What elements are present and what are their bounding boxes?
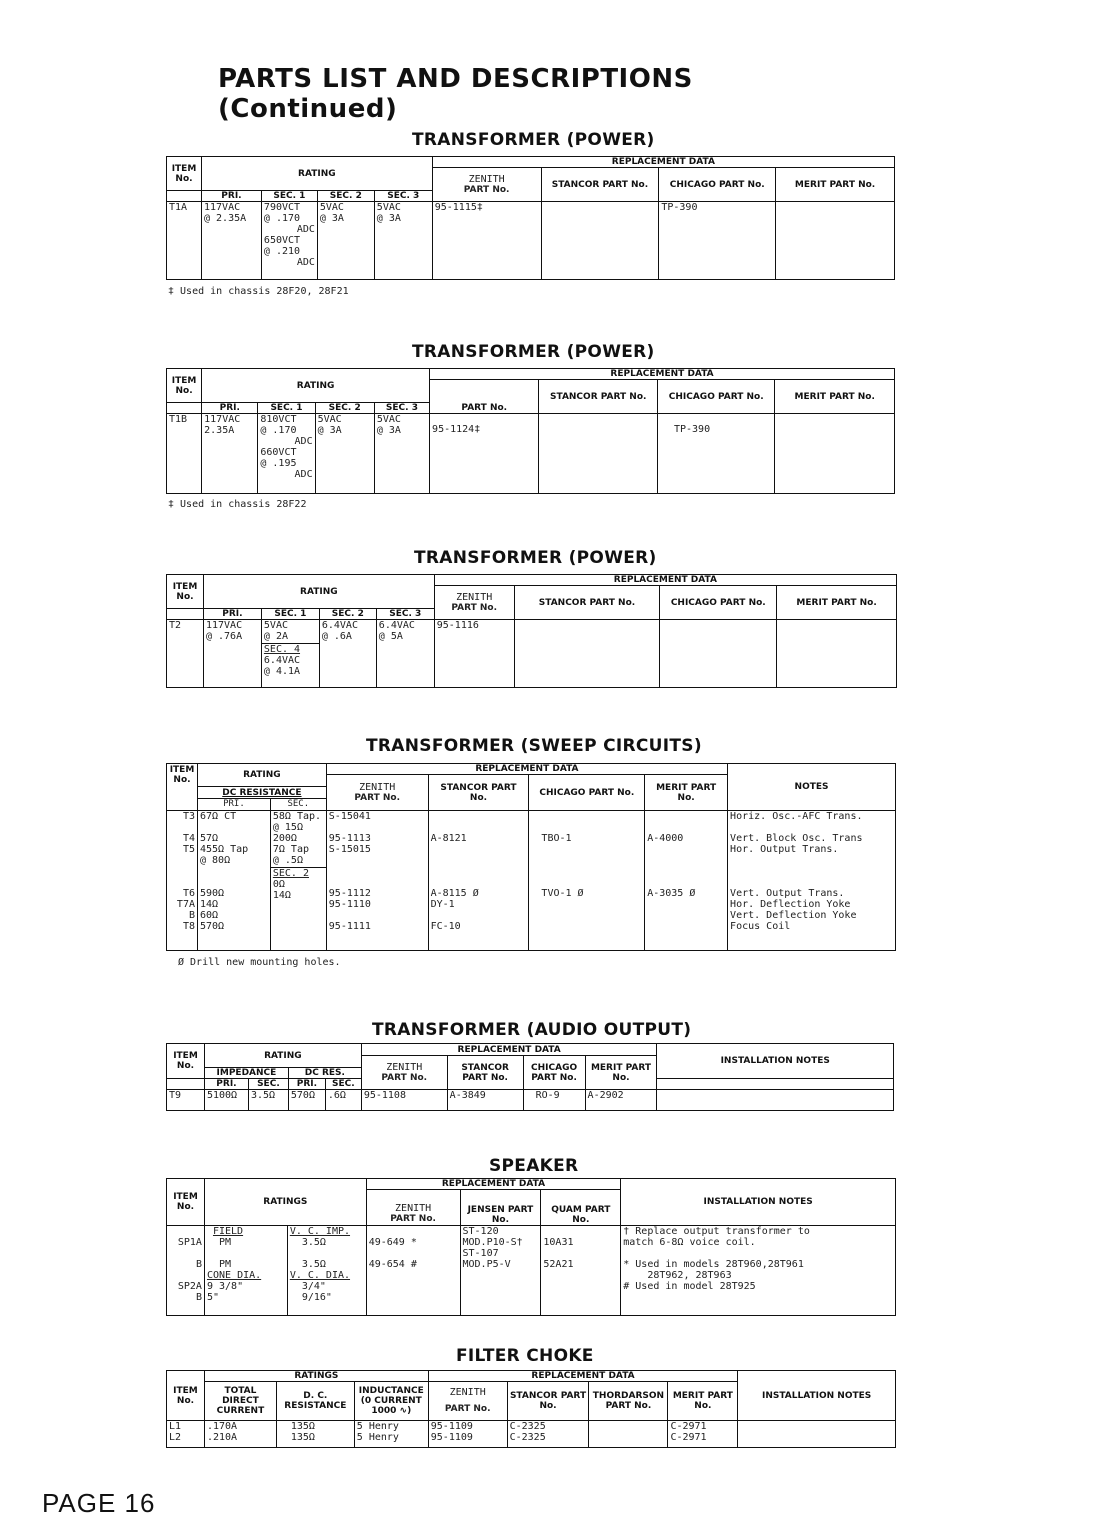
header-item-spacer [167,191,202,202]
header-sec2: SEC. 2 [317,191,374,202]
cell-items: T3 T4 T5 T6 T7A B T8 [167,811,198,951]
header-notes-spacer [657,1079,894,1090]
cell-item: T1B [167,414,202,494]
header-item-no: ITEM No. [167,1371,205,1421]
header-item-no: ITEM No. [167,1044,205,1079]
header-replacement-data: REPLACEMENT DATA [366,1179,621,1190]
cell-sec1: 790VCT @ .170 ADC 650VCT @ .210 ADC [261,202,317,280]
cell-chicago [660,620,777,688]
header-merit-part-no: MERIT PART No. [668,1382,738,1421]
header-item-spacer [167,403,202,414]
header-pri: PRI. [197,799,270,811]
cell-stancor: C-2325 C-2325 [507,1421,589,1448]
header-item-no: ITEM No. [167,369,202,403]
section-title-audio: TRANSFORMER (AUDIO OUTPUT) [372,1020,692,1040]
cell-dc-sec: .6Ω [325,1090,361,1111]
header-item-spacer-2 [167,799,198,811]
header-ratings: RATINGS [204,1179,366,1226]
header-stancor-part-no: STANCOR PART No. [507,1382,589,1421]
cell-pri: 117VAC 2.35A [202,414,258,494]
cell-imp-sec: 3.5Ω [248,1090,288,1111]
header-dc-resistance: DC RESISTANCE [197,787,326,799]
cell-notes [657,1090,894,1111]
cell-zenith: S-15041 95-1113 S-15015 95-1112 95-1110 95-1111 [326,811,428,951]
header-replacement-data: REPLACEMENT DATA [361,1044,657,1056]
header-stancor-part-no: STANCOR PART No. [514,586,660,620]
header-thordarson-part-no: THORDARSON PART No. [589,1382,668,1421]
cell-merit: C-2971 C-2971 [668,1421,738,1448]
header-part-no: PART No. [430,380,539,414]
header-sec3: SEC. 3 [374,403,429,414]
header-zenith-part-no: ZENITH PART No. [366,1190,460,1226]
header-merit-part-no: MERIT PART No. [776,168,895,202]
footnote-t1a: ‡ Used in chassis 28F20, 28F21 [168,286,349,297]
cell-chicago: TP-390 [659,202,776,280]
header-jensen-part-no: JENSEN PART No. [460,1190,541,1226]
header-installation-notes: INSTALLATION NOTES [657,1044,894,1079]
header-sec3: SEC. 3 [374,191,432,202]
header-item-no: ITEM No. [167,157,202,191]
table-transformer-power-t1a [166,156,895,280]
header-sec1: SEC. 1 [258,403,315,414]
header-replacement-data: REPLACEMENT DATA [434,575,896,586]
section-title-sweep: TRANSFORMER (SWEEP CIRCUITS) [366,736,702,756]
cell-vc: V. C. IMP. 3.5Ω 3.5Ω V. C. DIA. 3/4" 9/16" [287,1226,366,1316]
header-chicago-part-no: CHICAGO PART No. [660,586,777,620]
header-sec2: SEC. 2 [315,403,374,414]
cell-sec2: 5VAC @ 3A [315,414,374,494]
header-stancor-part-no: STANCOR PART No. [428,775,529,811]
cell-merit: A-4000 A-3035 Ø [645,811,728,951]
cell-dc-pri: 570Ω [288,1090,325,1111]
cell-zenith: 95-1116 [434,620,514,688]
cell-sec3: 5VAC @ 3A [374,414,429,494]
header-sec: SEC. [270,799,326,811]
header-zenith-part-no: ZENITH PART No. [434,586,514,620]
header-pri: PRI. [203,609,261,620]
header-imp-sec: SEC. [248,1079,288,1090]
table-filter-choke [166,1370,896,1448]
section-title-t2: TRANSFORMER (POWER) [414,548,657,568]
header-zenith-part-no: ZENITH PART No. [432,168,541,202]
section-title-choke: FILTER CHOKE [456,1346,594,1366]
header-item-spacer [167,787,198,799]
cell-field-cone: FIELD PM PM CONE DIA. 9 3/8" 5" [204,1226,287,1316]
cell-jensen: ST-120 MOD.P10-S† ST-107 MOD.P5-V [460,1226,541,1316]
header-stancor-part-no: STANCOR PART No. [447,1056,523,1090]
cell-notes: † Replace output transformer to match 6-8Ω voice coil. * Used in models 28T960,28T961 28T962, 28T963 # Used in model 28T925 [621,1226,896,1316]
header-zenith-part-no: ZENITH PART No. [428,1382,507,1421]
cell-sec3: 5VAC @ 3A [374,202,432,280]
cell-notes [738,1421,896,1448]
cell-merit [777,620,897,688]
page-title: PARTS LIST AND DESCRIPTIONS (Continued) [218,64,693,124]
header-chicago-part-no: CHICAGO PART No. [659,168,776,202]
header-zenith-part-no: ZENITH PART No. [326,775,428,811]
header-ratings: RATINGS [204,1371,428,1382]
cell-item: T9 [167,1090,205,1111]
cell-sec3: 6.4VAC @ 5A [376,620,434,688]
header-rating: RATING [202,369,430,403]
header-merit-part-no: MERIT PART No. [777,586,897,620]
header-merit-part-no: MERIT PART No. [775,380,895,414]
cell-sec: 58Ω Tap. @ 15Ω 200Ω 7Ω Tap @ .5Ω SEC. 2 0Ω 14Ω [270,811,326,951]
cell-chicago: TP-390 [657,414,774,494]
cell-stancor: A-8121 A-8115 Ø DY-1 FC-10 [428,811,529,951]
header-chicago-part-no: CHICAGO PART No. [523,1056,585,1090]
table-transformer-sweep [166,763,896,951]
header-quam-part-no: QUAM PART No. [541,1190,621,1226]
header-rating: RATING [204,1044,361,1068]
cell-chicago: RO-9 [523,1090,585,1111]
cell-merit [775,414,895,494]
footnote-sweep: Ø Drill new mounting holes. [178,957,341,968]
cell-pri: 117VAC @ .76A [203,620,261,688]
cell-merit [776,202,895,280]
header-replacement-data: REPLACEMENT DATA [430,369,895,380]
cell-stancor [539,414,657,494]
cell-sec2: 6.4VAC @ .6A [319,620,376,688]
cell-stancor [514,620,660,688]
header-item-no: ITEM No. [167,1179,205,1226]
cell-stancor: A-3849 [447,1090,523,1111]
header-rating: RATING [201,157,432,191]
header-imp-pri: PRI. [204,1079,248,1090]
cell-pri: 117VAC @ 2.35A [201,202,261,280]
header-merit-part-no: MERIT PART No. [585,1056,657,1090]
page-number: PAGE 16 [42,1488,156,1518]
header-merit-part-no: MERIT PART No. [645,775,728,811]
header-replacement-data: REPLACEMENT DATA [326,764,727,775]
header-sec2: SEC. 2 [319,609,376,620]
cell-resistance: 135Ω 135Ω [276,1421,354,1448]
cell-merit: A-2902 [585,1090,657,1111]
header-pri: PRI. [202,403,258,414]
cell-quam: 10A31 52A21 [541,1226,621,1316]
cell-item: T2 [167,620,204,688]
cell-imp-pri: 5100Ω [204,1090,248,1111]
cell-zenith: 95-1124‡ [430,414,539,494]
header-installation-notes: INSTALLATION NOTES [738,1371,896,1421]
section-title-t1b: TRANSFORMER (POWER) [412,342,655,362]
cell-zenith: 95-1115‡ [432,202,541,280]
table-transformer-power-t1b [166,368,895,494]
header-dc-sec: SEC. [325,1079,361,1090]
cell-zenith: 95-1109 95-1109 [428,1421,507,1448]
cell-inductance: 5 Henry 5 Henry [354,1421,428,1448]
header-dc-resistance: D. C. RESISTANCE [276,1382,354,1421]
cell-zenith: 95-1108 [361,1090,447,1111]
header-dc-res: DC RES. [288,1068,361,1079]
header-rating: RATING [197,764,326,787]
header-item-spacer [167,1079,205,1090]
cell-pri: 67Ω CT 57Ω 455Ω Tap @ 80Ω 590Ω 14Ω 60Ω 570Ω [197,811,270,951]
header-pri: PRI. [201,191,261,202]
cell-notes: Horiz. Osc.-AFC Trans. Vert. Block Osc. Trans Hor. Output Trans. Vert. Output Trans. Hor. Deflection Yoke Vert. Deflection Yoke Focus Coil [728,811,896,951]
header-notes: NOTES [728,764,896,811]
header-zenith-part-no: ZENITH PART No. [361,1056,447,1090]
header-installation-notes: INSTALLATION NOTES [621,1179,896,1226]
cell-items: SP1A B SP2A B [167,1226,205,1316]
cell-thordarson [589,1421,668,1448]
header-item-no: ITEM No. [167,575,204,609]
table-transformer-power-t2 [166,574,897,688]
header-stancor-part-no: STANCOR PART No. [539,380,657,414]
cell-current: .170A .210A [204,1421,276,1448]
footnote-t1b: ‡ Used in chassis 28F22 [168,499,307,510]
header-item-no: ITEM No. [167,764,198,787]
header-dc-pri: PRI. [288,1079,325,1090]
header-sec1: SEC. 1 [261,191,317,202]
header-chicago-part-no: CHICAGO PART No. [529,775,645,811]
cell-chicago: TBO-1 TVO-1 Ø [529,811,645,951]
header-replacement-data: REPLACEMENT DATA [432,157,894,168]
cell-zenith: 49-649 * 49-654 # [366,1226,460,1316]
cell-sec1: 5VAC @ 2A SEC. 4 6.4VAC @ 4.1A [261,620,319,688]
header-item-spacer [167,609,204,620]
table-transformer-audio [166,1043,894,1111]
cell-item: T1A [167,202,202,280]
header-inductance: INDUCTANCE (0 CURRENT 1000 ∿) [354,1382,428,1421]
header-total-direct-current: TOTAL DIRECT CURRENT [204,1382,276,1421]
header-stancor-part-no: STANCOR PART No. [541,168,659,202]
cell-sec2: 5VAC @ 3A [317,202,374,280]
header-sec1: SEC. 1 [261,609,319,620]
section-title-t1a: TRANSFORMER (POWER) [412,130,655,150]
header-sec3: SEC. 3 [376,609,434,620]
header-chicago-part-no: CHICAGO PART No. [657,380,774,414]
table-speaker [166,1178,896,1316]
cell-stancor [541,202,659,280]
header-impedance: IMPEDANCE [204,1068,288,1079]
section-title-speaker: SPEAKER [489,1156,579,1176]
header-rating: RATING [203,575,434,609]
header-replacement-data: REPLACEMENT DATA [428,1371,738,1382]
cell-sec1: 810VCT @ .170 ADC 660VCT @ .195 ADC [258,414,315,494]
cell-items: L1 L2 [167,1421,205,1448]
